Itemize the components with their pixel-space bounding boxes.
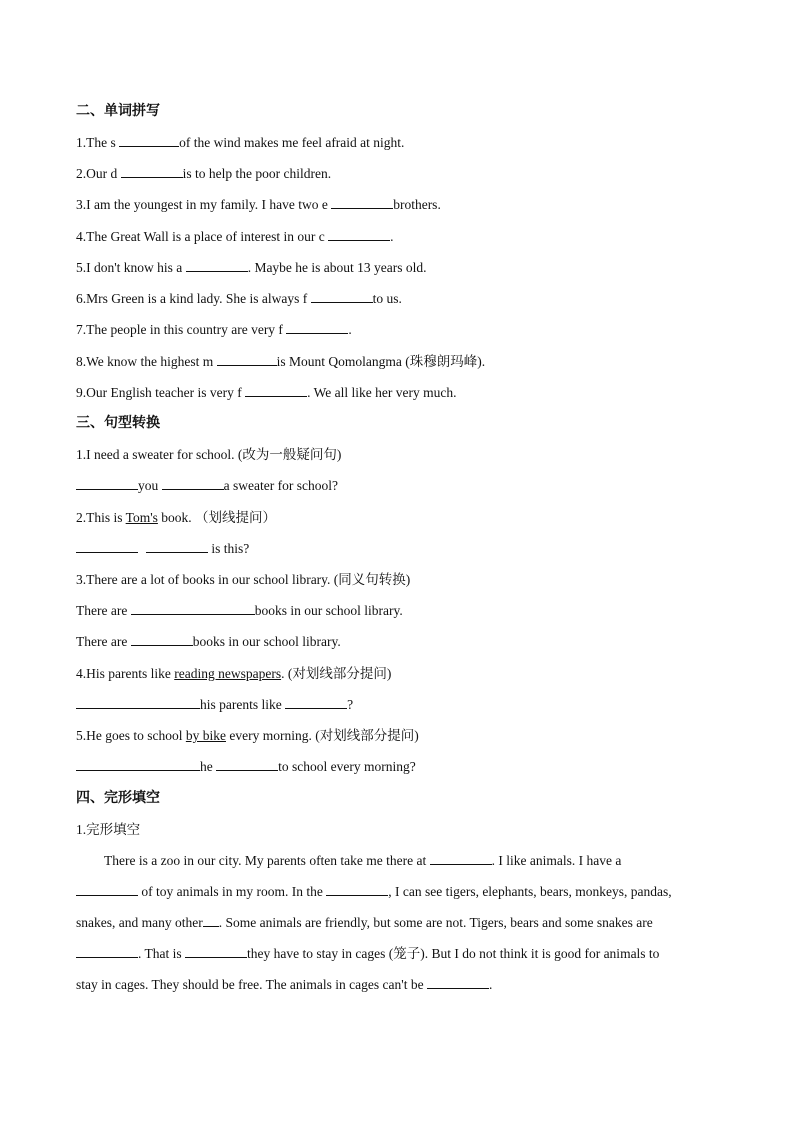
transform-question-2 bbox=[76, 509, 276, 527]
answer-blank[interactable] bbox=[203, 914, 219, 927]
answer-blank[interactable] bbox=[286, 321, 348, 334]
underlined-phrase: by bike bbox=[185, 728, 226, 743]
passage-text: of toy animals in my room. In the bbox=[138, 884, 327, 899]
answer-blank[interactable] bbox=[121, 165, 183, 178]
answer-blank[interactable] bbox=[326, 883, 388, 896]
spelling-question-2 bbox=[76, 165, 331, 183]
section-title-cloze: 四、完形填空 bbox=[76, 790, 160, 806]
passage-line-2 bbox=[76, 883, 672, 901]
spelling-question-4 bbox=[76, 228, 393, 246]
passage-text: There is a zoo in our city. My parents often take me there at bbox=[104, 853, 430, 868]
passage-text: . I like animals. I have a bbox=[491, 853, 622, 868]
answer-text: his parents like bbox=[200, 697, 286, 712]
answer-blank[interactable] bbox=[331, 196, 393, 209]
passage-text: . That is bbox=[138, 946, 185, 961]
question-text: book. （划线提问） bbox=[157, 510, 277, 525]
transform-answer-3a bbox=[76, 602, 403, 620]
transform-answer-3b bbox=[76, 633, 341, 651]
cloze-subtitle: 1.完形填空 bbox=[76, 822, 141, 837]
spelling-question-8 bbox=[76, 353, 485, 371]
question-text: . (对划线部分提问) bbox=[281, 666, 392, 681]
question-text: 2.Our d bbox=[76, 166, 121, 181]
transform-question-5 bbox=[76, 727, 419, 745]
passage-text: snakes, and many other bbox=[76, 915, 203, 930]
spelling-question-7 bbox=[76, 321, 352, 339]
answer-blank[interactable] bbox=[217, 353, 277, 366]
answer-text: a sweater for school? bbox=[223, 478, 338, 493]
question-text: 1.The s bbox=[76, 135, 120, 150]
answer-text: There are bbox=[76, 603, 131, 618]
answer-blank[interactable] bbox=[76, 696, 200, 709]
question-text: . bbox=[390, 229, 394, 244]
answer-blank[interactable] bbox=[328, 228, 390, 241]
question-text: of the wind makes me feel afraid at night. bbox=[179, 135, 405, 150]
question-text: 3.I am the youngest in my family. I have two e bbox=[76, 197, 332, 212]
section-title-word-spelling: 二、单词拼写 bbox=[76, 103, 160, 119]
answer-blank[interactable] bbox=[311, 290, 373, 303]
answer-blank[interactable] bbox=[131, 633, 193, 646]
answer-blank[interactable] bbox=[76, 945, 138, 958]
answer-text: is this? bbox=[208, 541, 250, 556]
answer-blank[interactable] bbox=[76, 758, 200, 771]
answer-blank[interactable] bbox=[216, 758, 278, 771]
answer-blank[interactable] bbox=[146, 540, 208, 553]
question-text: . bbox=[348, 322, 352, 337]
transform-question-4 bbox=[76, 665, 391, 683]
answer-blank[interactable] bbox=[76, 883, 138, 896]
question-text: . We all like her very much. bbox=[307, 385, 457, 400]
passage-text: they have to stay in cages (笼子). But I do not think it is good for animals to bbox=[247, 946, 660, 961]
passage-line-4 bbox=[76, 945, 659, 963]
transform-answer-5 bbox=[76, 758, 416, 776]
transform-answer-1 bbox=[76, 477, 338, 495]
question-text: 5.He goes to school bbox=[76, 728, 186, 743]
transform-question-1: 1.I need a sweater for school. (改为一般疑问句) bbox=[76, 447, 342, 462]
answer-text: ? bbox=[347, 697, 354, 712]
answer-text: There are bbox=[76, 634, 131, 649]
spelling-question-1 bbox=[76, 134, 404, 152]
transform-answer-2 bbox=[76, 540, 249, 558]
question-text: is to help the poor children. bbox=[182, 166, 332, 181]
section-title-sentence-transform: 三、句型转换 bbox=[76, 415, 160, 431]
passage-text: , I can see tigers, elephants, bears, monkeys, pandas, bbox=[388, 884, 672, 899]
question-text: 2.This is bbox=[76, 510, 126, 525]
passage-line-5 bbox=[76, 976, 492, 994]
underlined-phrase: reading newspapers bbox=[174, 666, 282, 681]
answer-blank[interactable] bbox=[119, 134, 179, 147]
answer-text: books in our school library. bbox=[192, 634, 341, 649]
transform-answer-4 bbox=[76, 696, 353, 714]
spelling-question-3 bbox=[76, 196, 441, 214]
question-text: 6.Mrs Green is a kind lady. She is always f bbox=[76, 291, 311, 306]
question-text: is Mount Qomolangma (珠穆朗玛峰). bbox=[276, 354, 486, 369]
question-text: 4.His parents like bbox=[76, 666, 175, 681]
question-text: 9.Our English teacher is very f bbox=[76, 385, 246, 400]
question-text: 8.We know the highest m bbox=[76, 354, 217, 369]
answer-blank[interactable] bbox=[430, 852, 492, 865]
answer-text: to school every morning? bbox=[278, 759, 416, 774]
answer-blank[interactable] bbox=[285, 696, 347, 709]
passage-line-3 bbox=[76, 914, 653, 932]
answer-blank[interactable] bbox=[131, 602, 255, 615]
spelling-question-6 bbox=[76, 290, 402, 308]
question-text: brothers. bbox=[393, 197, 441, 212]
passage-text: . Some animals are friendly, but some are not. Tigers, bears and some snakes are bbox=[218, 915, 653, 930]
question-text: every morning. (对划线部分提问) bbox=[225, 728, 419, 743]
spelling-question-9 bbox=[76, 384, 456, 402]
answer-text: books in our school library. bbox=[254, 603, 403, 618]
passage-text: . bbox=[488, 977, 493, 992]
question-text: 5.I don't know his a bbox=[76, 260, 186, 275]
question-text: . Maybe he is about 13 years old. bbox=[247, 260, 427, 275]
spelling-question-5 bbox=[76, 259, 427, 277]
answer-blank[interactable] bbox=[245, 384, 307, 397]
answer-blank[interactable] bbox=[185, 945, 247, 958]
answer-blank[interactable] bbox=[76, 477, 138, 490]
passage-line-1 bbox=[104, 852, 621, 870]
question-text: 7.The people in this country are very f bbox=[76, 322, 287, 337]
answer-text: you bbox=[138, 478, 162, 493]
answer-blank[interactable] bbox=[427, 976, 489, 989]
transform-question-3: 3.There are a lot of books in our school library. (同义句转换) bbox=[76, 572, 411, 587]
underlined-word: Tom's bbox=[125, 510, 158, 525]
answer-blank[interactable] bbox=[76, 540, 138, 553]
question-text: 4.The Great Wall is a place of interest in our c bbox=[76, 229, 329, 244]
question-text: to us. bbox=[372, 291, 402, 306]
passage-text: stay in cages. They should be free. The animals in cages can't be bbox=[76, 977, 427, 992]
answer-blank[interactable] bbox=[186, 259, 248, 272]
answer-blank[interactable] bbox=[162, 477, 224, 490]
answer-text: he bbox=[200, 759, 217, 774]
